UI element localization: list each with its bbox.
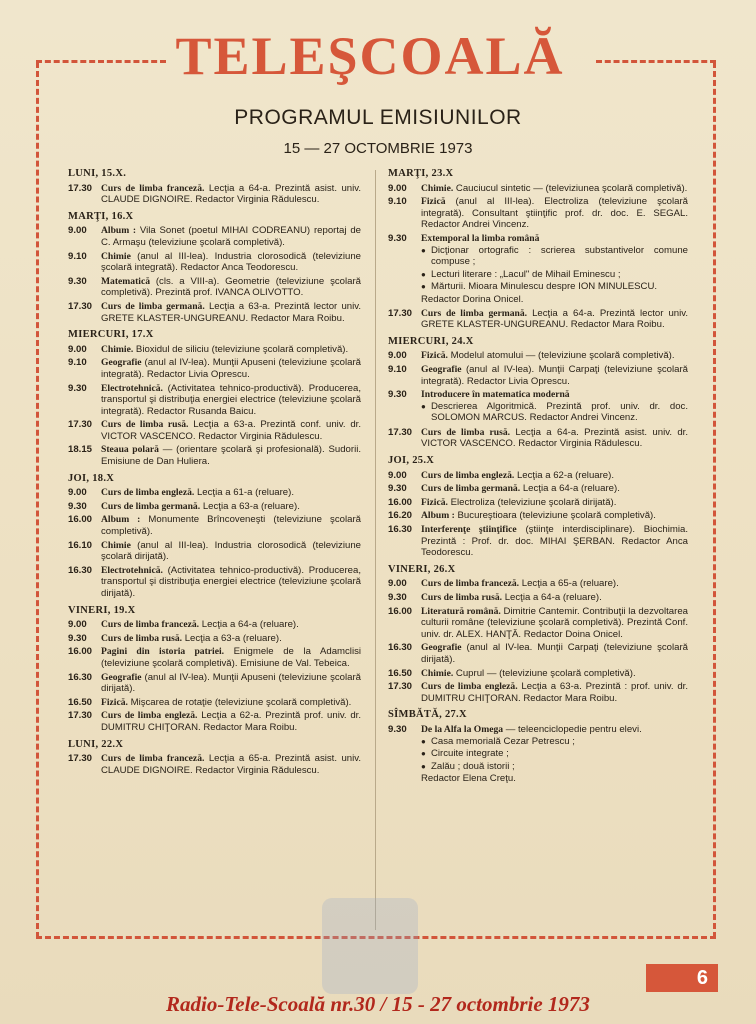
entry-subject: Curs de limba rusă. bbox=[421, 426, 511, 438]
entry-text: (ştiinţe interdisciplinare). Biochimia. Prezintă : Prof. dr. doc. MIHAI ŞERBAN. Redactor Anca Teodorescu. bbox=[421, 524, 688, 559]
entry-text: Lecţia a 63-a (reluare). bbox=[184, 632, 282, 644]
day-heading: LUNI, 22.X bbox=[68, 738, 124, 750]
entry-time: 17.30 bbox=[388, 307, 413, 319]
schedule-entry bbox=[388, 578, 688, 590]
issue-footer: Radio-Tele-Scoală nr.30 / 15 - 27 octombrie 1973 bbox=[166, 992, 590, 1016]
entry-time: 9.30 bbox=[388, 389, 407, 401]
schedule-entry bbox=[68, 619, 361, 631]
day-heading: VINERI, 19.X bbox=[68, 604, 136, 616]
entry-text: Lecţia a 64-a (reluare). bbox=[522, 483, 620, 495]
entry-subject: Curs de limba franceză. bbox=[101, 753, 205, 765]
dashed-border-top-right bbox=[596, 60, 716, 63]
entry-subject: Geografie bbox=[101, 357, 142, 369]
entry-text: (cls. a VIII-a). Geometrie (televiziune şcolară completivă). Prezintă prof. IVANCA OLIVOTTO. bbox=[101, 275, 361, 299]
entry-time: 17.30 bbox=[68, 710, 93, 722]
entry-time: 16.00 bbox=[388, 496, 413, 508]
schedule-entry bbox=[68, 753, 361, 776]
entry-text: (Activitatea tehnico-productivă). Producerea, transportul şi distribuţia energiei electrice (televiziune şcolară dirijată). bbox=[101, 564, 361, 599]
entry-text: Lecţia a 64-a. Prezintă asist. univ. CLAUDE DIGNOIRE. Redactor Virginia Rădulescu. bbox=[101, 182, 361, 206]
entry-subject: Chimie. bbox=[101, 343, 134, 355]
entry-time: 16.20 bbox=[388, 510, 413, 522]
entry-subject: Literatură română. bbox=[421, 605, 501, 617]
schedule-entry bbox=[68, 444, 361, 467]
entry-time: 16.00 bbox=[68, 646, 93, 658]
bullet-text: Circuite integrate ; bbox=[431, 748, 509, 760]
entry-subject: Curs de limba germană. bbox=[421, 307, 528, 319]
entry-text: Lecţia a 65-a. Prezintă asist. univ. CLAUDE DIGNOIRE. Redactor Virginia Rădulescu. bbox=[101, 753, 361, 776]
schedule-entry bbox=[388, 389, 688, 425]
schedule-entry bbox=[68, 344, 361, 356]
entry-subject: Steaua polară bbox=[101, 444, 159, 456]
bullet-dot-icon: ● bbox=[421, 269, 426, 279]
entry-subject: Curs de limba engleză. bbox=[101, 710, 198, 722]
schedule-entry bbox=[68, 383, 361, 418]
entry-text: Vila Sonet (poetul MIHAI CODREANU) reportaj de C. Armaşu (televiziune şcolară completivă). bbox=[101, 225, 361, 248]
schedule-entry bbox=[68, 710, 361, 733]
entry-time: 9.00 bbox=[388, 350, 407, 362]
dashed-border-top-left bbox=[36, 60, 166, 63]
schedule-entry bbox=[68, 276, 361, 299]
entry-body bbox=[421, 350, 688, 362]
schedule-left-column bbox=[68, 168, 361, 778]
entry-body bbox=[421, 308, 688, 331]
schedule-entry bbox=[68, 565, 361, 600]
day-heading: VINERI, 26.X bbox=[388, 563, 456, 575]
entry-body bbox=[421, 642, 688, 665]
entry-body bbox=[101, 646, 361, 669]
entry-body bbox=[101, 276, 361, 299]
entry-subject: Curs de limba engleză. bbox=[421, 469, 515, 481]
entry-subject: Pagini din istoria patriei. bbox=[101, 646, 225, 658]
entry-body bbox=[101, 697, 361, 709]
entry-text: Monumente Brîncoveneşti (televiziune şcolară completivă). bbox=[101, 514, 361, 538]
schedule-entry bbox=[388, 524, 688, 559]
entry-body bbox=[101, 487, 361, 499]
entry-body bbox=[421, 497, 688, 509]
day-heading: MARŢI, 16.X bbox=[68, 210, 134, 222]
bullet-item bbox=[421, 736, 688, 748]
entry-subject: Introducere în matematica modernă bbox=[421, 389, 570, 401]
schedule-entry bbox=[68, 301, 361, 324]
entry-text: (anul al III-lea). Industria clorosodică (televiziune şcolară integrată). Redactor Anca Teodorescu. bbox=[101, 250, 361, 274]
schedule-entry bbox=[68, 183, 361, 206]
bullet-item bbox=[421, 245, 688, 268]
entry-body bbox=[421, 364, 688, 387]
schedule-entry bbox=[388, 350, 688, 362]
entry-body bbox=[421, 233, 688, 306]
date-range: 15 — 27 OCTOMBRIE 1973 bbox=[283, 140, 473, 157]
entry-subject: De la Alfa la Omega bbox=[421, 723, 504, 735]
schedule-right-column bbox=[388, 168, 688, 787]
entry-body bbox=[421, 196, 688, 231]
entry-text: Electroliza (televiziune şcolară dirijată). bbox=[450, 496, 617, 508]
entry-text: Lecţia a 63-a. Prezintă lector univ. GRETE KLASTER-UNGUREANU. Redactor Mara Roibu. bbox=[101, 300, 361, 324]
day-heading: MIERCURI, 24.X bbox=[388, 335, 474, 347]
entry-subject: Electrotehnică. bbox=[101, 564, 163, 576]
schedule-entry bbox=[388, 592, 688, 604]
entry-time: 9.00 bbox=[68, 619, 87, 631]
entry-body bbox=[101, 225, 361, 248]
entry-time: 9.30 bbox=[68, 500, 87, 512]
entry-body bbox=[421, 427, 688, 450]
entry-body bbox=[101, 619, 361, 631]
entry-time: 16.30 bbox=[388, 524, 413, 536]
schedule-entry bbox=[388, 681, 688, 704]
bullet-dot-icon: ● bbox=[421, 749, 426, 759]
entry-body bbox=[101, 444, 361, 467]
entry-subject: Chimie bbox=[101, 250, 131, 262]
entry-subject: Interferenţe ştiinţifice bbox=[421, 524, 517, 536]
entry-body bbox=[421, 668, 688, 680]
entry-body bbox=[421, 483, 688, 495]
entry-text: Lecţia a 65-a (reluare). bbox=[521, 578, 619, 590]
program-heading: PROGRAMUL EMISIUNILOR bbox=[234, 106, 522, 129]
entry-time: 9.00 bbox=[388, 469, 407, 481]
schedule-entry bbox=[68, 540, 361, 563]
entry-subject: Curs de limba germană. bbox=[101, 500, 201, 512]
entry-time: 9.30 bbox=[388, 723, 407, 735]
entry-body bbox=[101, 565, 361, 600]
entry-text: Lecţia a 63-a (reluare). bbox=[202, 500, 300, 512]
entry-time: 9.00 bbox=[388, 182, 407, 194]
entry-body bbox=[101, 183, 361, 206]
entry-time: 17.30 bbox=[68, 753, 93, 765]
entry-subject: Fizică. bbox=[421, 350, 448, 362]
day-heading: JOI, 18.X bbox=[68, 472, 115, 484]
entry-time: 17.30 bbox=[388, 426, 413, 438]
entry-time: 9.30 bbox=[388, 592, 407, 603]
day-heading: MIERCURI, 17.X bbox=[68, 329, 154, 341]
masthead-title: TELEŞCOALĂ bbox=[175, 26, 565, 86]
column-divider bbox=[375, 170, 376, 930]
schedule-entry bbox=[388, 497, 688, 509]
entry-text: (anul al IV-lea). Munţii Apuseni (televiziune şcolară dirijată). bbox=[101, 671, 362, 695]
bullet-dot-icon: ● bbox=[421, 736, 426, 746]
entry-text: Lecţia a 64-a (reluare). bbox=[504, 592, 602, 603]
entry-body bbox=[101, 383, 361, 418]
entry-time: 9.30 bbox=[388, 232, 407, 244]
entry-text: (anul al IV-lea). Munţii Carpaţi (televiziune şcolară integrată). Redactor Livia Oprescu. bbox=[421, 363, 689, 387]
entry-text: — teleenciclopedie pentru elevi. bbox=[505, 723, 642, 735]
bullet-text: Mărturii. Mioara Minulescu despre ION MINULESCU. bbox=[431, 281, 658, 293]
entry-subject: Curs de limba franceză. bbox=[101, 182, 205, 194]
bullet-dot-icon: ● bbox=[421, 282, 426, 292]
schedule-entry bbox=[68, 251, 361, 274]
bullet-text: Zalău ; două istorii ; bbox=[431, 760, 515, 772]
entry-subject: Fizică. bbox=[101, 696, 128, 708]
entry-subject: Chimie. bbox=[421, 667, 454, 679]
entry-body bbox=[421, 510, 688, 522]
bullet-dot-icon: ● bbox=[421, 245, 426, 255]
entry-subject: Curs de limba rusă. bbox=[421, 592, 503, 603]
day-heading: MARŢI, 23.X bbox=[388, 168, 454, 179]
bullet-text: Lecturi literare : „Lacul" de Mihail Eminescu ; bbox=[431, 268, 621, 280]
bullet-item bbox=[421, 748, 688, 760]
entry-body bbox=[421, 606, 688, 641]
entry-subject: Extemporal la limba română bbox=[421, 232, 540, 244]
schedule-entry bbox=[68, 225, 361, 248]
entry-time: 9.10 bbox=[388, 196, 407, 208]
entry-subject: Geografie bbox=[421, 642, 462, 654]
bullet-item bbox=[421, 281, 688, 293]
entry-time: 16.10 bbox=[68, 539, 93, 551]
entry-time: 9.30 bbox=[68, 275, 87, 287]
bullet-dot-icon: ● bbox=[421, 401, 426, 411]
entry-subject: Curs de limba engleză. bbox=[101, 487, 195, 499]
schedule-entry bbox=[388, 606, 688, 641]
entry-text: Lecţia a 62-a (reluare). bbox=[516, 469, 615, 481]
schedule-entry bbox=[68, 646, 361, 669]
entry-time: 9.00 bbox=[68, 487, 87, 499]
entry-time: 17.30 bbox=[68, 182, 93, 194]
day-heading: LUNI, 15.X. bbox=[68, 168, 127, 179]
entry-time: 16.00 bbox=[68, 514, 93, 526]
entry-time: 16.30 bbox=[68, 671, 93, 683]
entry-subject: Electrotehnică. bbox=[101, 382, 163, 394]
bullet-item bbox=[421, 761, 688, 773]
entry-time: 16.50 bbox=[68, 696, 93, 708]
entry-time: 17.30 bbox=[68, 419, 93, 431]
entry-text: Cauciucul sintetic — (televiziunea şcolară completivă). bbox=[455, 182, 688, 194]
entry-subject: Fizică bbox=[421, 196, 446, 208]
entry-text: Lecţia a 63-a. Prezintă conf. univ. dr. VICTOR VASCENCO. Redactor Virginia Rădulescu. bbox=[101, 419, 361, 442]
entry-body bbox=[101, 251, 361, 274]
schedule-entry bbox=[68, 514, 361, 537]
schedule-entry bbox=[68, 501, 361, 513]
entry-subject: Curs de limba franceză. bbox=[421, 578, 520, 590]
day-heading: SÎMBĂTĂ, 27.X bbox=[388, 709, 467, 721]
entry-text: (anul al III-lea). Electroliza (televiziune şcolară integrată). Consultant ştiinţific prof. dr. doc. E. SEGAL. Redactor Andrei Vincenz. bbox=[421, 196, 688, 231]
schedule-entry bbox=[388, 510, 688, 522]
bullet-text: Casa memorială Cezar Petrescu ; bbox=[431, 735, 575, 747]
entry-time: 16.00 bbox=[388, 605, 413, 617]
entry-time: 9.10 bbox=[388, 363, 407, 375]
bullet-item bbox=[421, 269, 688, 281]
entry-subject: Geografie bbox=[421, 363, 462, 375]
entry-editor: Redactor Elena Creţu. bbox=[421, 773, 516, 785]
entry-subject: Fizică. bbox=[421, 496, 448, 508]
entry-subject: Curs de limba germană. bbox=[101, 300, 205, 312]
entry-text: Lecţia a 64-a. Prezintă asist. univ. dr. VICTOR VASCENCO. Redactor Virginia Rădulescu. bbox=[421, 426, 688, 450]
entry-time: 17.30 bbox=[68, 300, 93, 312]
entry-time: 9.00 bbox=[388, 578, 407, 590]
entry-text: Lecţia a 63-a. Prezintă : prof. univ. dr. DUMITRU CHIŢORAN. Redactor Mara Roibu. bbox=[421, 681, 688, 704]
schedule-entry bbox=[68, 357, 361, 380]
entry-body bbox=[101, 344, 361, 356]
entry-body bbox=[101, 419, 361, 442]
entry-subject: Album : bbox=[101, 514, 141, 526]
entry-time: 9.30 bbox=[388, 483, 407, 495]
dashed-border-left bbox=[36, 62, 39, 938]
entry-body bbox=[421, 183, 688, 195]
entry-body bbox=[101, 357, 361, 380]
entry-subject: Curs de limba rusă. bbox=[101, 419, 189, 431]
entry-text: Dimitrie Cantemir. Contribuţii la dezvoltarea culturii române (televiziune şcolară completivă). Prezintă Conf. univ. dr. ALEX. HANŢĂ. Redactor Doina Onicel. bbox=[421, 605, 689, 640]
entry-time: 16.50 bbox=[388, 667, 413, 679]
entry-time: 9.30 bbox=[68, 382, 87, 394]
schedule-entry bbox=[388, 183, 688, 195]
entry-text: (anul al III-lea). Industria clorosodică (televiziune şcolară dirijată). bbox=[101, 539, 361, 563]
entry-time: 16.30 bbox=[68, 564, 93, 576]
entry-body bbox=[101, 710, 361, 733]
entry-subject: Chimie bbox=[101, 539, 131, 551]
schedule-entry bbox=[388, 483, 688, 495]
bullet-text: Dicţionar ortografic : scrierea substantivelor comune compuse ; bbox=[431, 244, 688, 268]
entry-text: Lecţia a 61-a (reluare). bbox=[196, 487, 295, 499]
schedule-entry bbox=[388, 668, 688, 680]
entry-editor: Redactor Dorina Onicel. bbox=[421, 293, 524, 305]
schedule-entry bbox=[388, 364, 688, 387]
bullet-item bbox=[421, 401, 688, 424]
entry-body bbox=[421, 724, 688, 785]
entry-text: Enigmele de la Adamclisi (televiziune şcolară completivă). Emisiune de Val. Tebeica. bbox=[101, 646, 362, 669]
entry-body bbox=[101, 301, 361, 324]
schedule-entry bbox=[388, 196, 688, 231]
bullet-dot-icon: ● bbox=[421, 761, 426, 771]
schedule-entry bbox=[68, 697, 361, 709]
entry-text: Bioxidul de siliciu (televiziune şcolară completivă). bbox=[135, 343, 349, 355]
schedule-entry bbox=[68, 419, 361, 442]
entry-text: Modelul atomului — (televiziune şcolară completivă). bbox=[450, 350, 675, 362]
entry-text: Lecţia a 64-a (reluare). bbox=[201, 619, 299, 631]
entry-body bbox=[101, 540, 361, 563]
schedule-entry bbox=[388, 470, 688, 482]
schedule-entry bbox=[388, 724, 688, 785]
entry-subject: Matematică bbox=[101, 275, 151, 287]
entry-body bbox=[101, 753, 361, 776]
dashed-border-right bbox=[713, 62, 716, 938]
schedule-entry bbox=[68, 672, 361, 695]
entry-body bbox=[421, 389, 688, 425]
schedule-entry bbox=[68, 633, 361, 645]
entry-time: 16.30 bbox=[388, 642, 413, 654]
page-number: 6 bbox=[646, 964, 718, 992]
entry-text: Bucureştioara (televiziune şcolară completivă). bbox=[457, 510, 656, 522]
entry-text: Lecţia a 62-a. Prezintă prof. univ. dr. DUMITRU CHIŢORAN. Redactor Mara Roibu. bbox=[101, 710, 361, 733]
entry-time: 9.00 bbox=[68, 225, 87, 237]
entry-body bbox=[421, 578, 688, 590]
entry-time: 9.10 bbox=[68, 357, 87, 369]
entry-time: 9.10 bbox=[68, 250, 87, 262]
library-stamp bbox=[322, 898, 418, 994]
entry-body bbox=[421, 470, 688, 482]
entry-subject: Curs de limba franceză. bbox=[101, 619, 200, 631]
entry-text: Cuprul — (televiziune şcolară completivă). bbox=[455, 667, 636, 679]
day-heading: JOI, 25.X bbox=[388, 455, 435, 467]
entry-subject: Curs de limba engleză. bbox=[421, 681, 518, 693]
entry-subject: Geografie bbox=[101, 671, 142, 683]
entry-text: (anul al IV-lea. Munţii Carpaţi (televiziune şcolară dirijată). bbox=[421, 642, 688, 665]
entry-body bbox=[101, 633, 361, 645]
entry-body bbox=[421, 524, 688, 559]
entry-subject: Album : bbox=[421, 510, 455, 522]
schedule-entry bbox=[388, 233, 688, 306]
entry-subject: Chimie. bbox=[421, 182, 454, 194]
entry-text: — (orientare şcolară şi profesională). Sudorii. Emisiune de Dan Huliera. bbox=[101, 444, 361, 468]
schedule-entry bbox=[388, 642, 688, 665]
entry-subject: Curs de limba rusă. bbox=[101, 632, 183, 644]
entry-text: Lecţia a 64-a. Prezintă lector univ. GRETE KLASTER-UNGUREANU. Redactor Mara Roibu. bbox=[421, 307, 688, 331]
entry-text: Mişcarea de rotaţie (televiziune şcolară completivă). bbox=[130, 696, 352, 708]
bullet-text: Descrierea Algoritmică. Prezintă prof. univ. dr. doc. SOLOMON MARCUS. Redactor Andrei Vincenz. bbox=[431, 400, 688, 424]
entry-time: 18.15 bbox=[68, 444, 93, 456]
entry-time: 9.30 bbox=[68, 632, 87, 644]
entry-time: 9.00 bbox=[68, 343, 87, 355]
entry-subject: Curs de limba germană. bbox=[421, 483, 521, 495]
entry-body bbox=[101, 501, 361, 513]
schedule-entry bbox=[68, 487, 361, 499]
entry-time: 17.30 bbox=[388, 681, 413, 693]
entry-body bbox=[101, 514, 361, 537]
entry-body bbox=[101, 672, 361, 695]
schedule-entry bbox=[388, 427, 688, 450]
entry-body bbox=[421, 592, 688, 604]
schedule-entry bbox=[388, 308, 688, 331]
entry-body bbox=[421, 681, 688, 704]
entry-text: (anul al IV-lea). Munţii Apuseni (televiziune şcolară integrată). Redactor Livia Oprescu. bbox=[101, 357, 362, 380]
entry-subject: Album : bbox=[101, 225, 137, 237]
entry-text: (Activitatea tehnico-productivă). Producerea, transportul şi distribuţia energiei electrice (televiziune şcolară integrată). Redactor Rusanda Baicu. bbox=[101, 382, 361, 417]
